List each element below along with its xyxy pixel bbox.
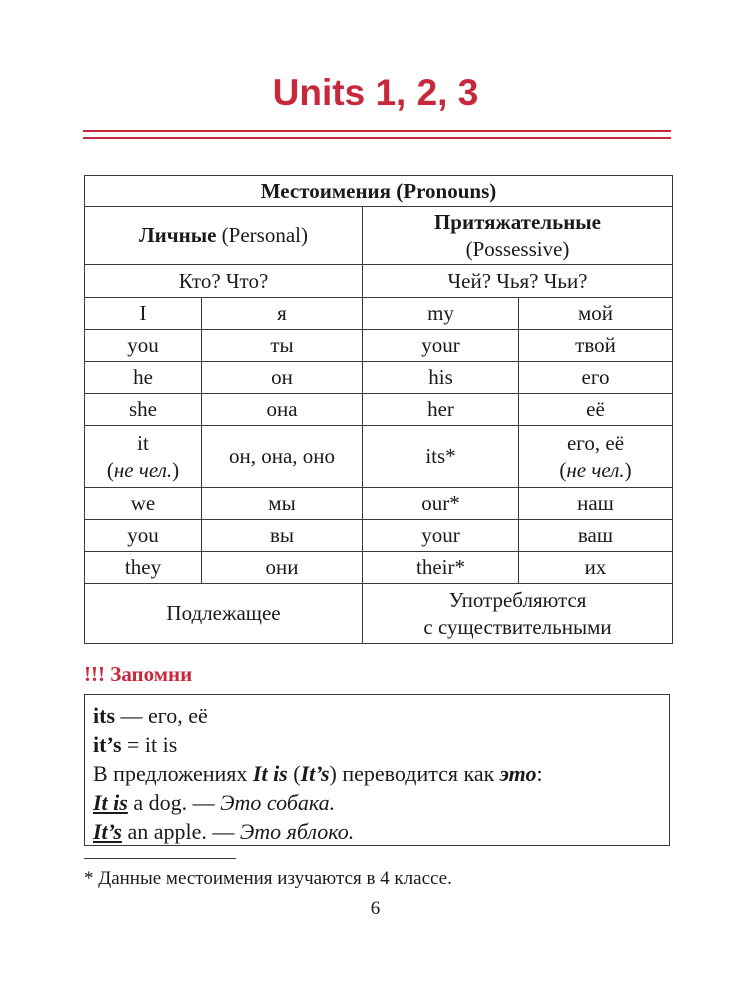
personal-ru: ты [202, 330, 363, 362]
possessive-ru: твой [519, 330, 673, 362]
possessive-en: my [363, 298, 519, 330]
personal-header [85, 207, 363, 265]
personal-header-ru: Личные [139, 223, 217, 248]
personal-en: you [85, 330, 202, 362]
remember-line-5: It’s an apple. — Это яблоко. [93, 819, 355, 844]
possessive-ru: наш [519, 488, 673, 520]
possessive-header-en: (Possessive) [465, 236, 570, 261]
table-row [85, 488, 673, 520]
remember-box [84, 694, 670, 846]
table-row [85, 298, 673, 330]
personal-en: she [85, 394, 202, 426]
table-row [85, 426, 673, 488]
table-row [85, 330, 673, 362]
personal-ru: мы [202, 488, 363, 520]
pronouns-table [84, 175, 673, 644]
remember-heading: !!! Запомни [84, 662, 193, 686]
possessive-header [363, 207, 673, 265]
table-caption: Местоимения (Pronouns) [85, 176, 673, 207]
possessive-ru: её [519, 394, 673, 426]
title-rule-top [83, 130, 671, 132]
table-row [85, 362, 673, 394]
footnote: * Данные местоимения изучаются в 4 классе. [84, 868, 452, 889]
possessive-ru-note: (не чел.) [559, 457, 632, 482]
remember-line-1: its — его, её [93, 703, 208, 728]
possessive-ru: его [519, 362, 673, 394]
remember-line-3: В предложениях It is (It’s) переводится как это: [93, 761, 543, 786]
personal-ru: он, она, оно [202, 426, 363, 488]
footer-possessive-line1: Употребляются [448, 588, 587, 613]
possessive-ru: их [519, 552, 673, 584]
possessive-ru [519, 426, 673, 488]
personal-en-note: (не чел.) [106, 457, 180, 482]
page-number: 6 [370, 898, 381, 919]
personal-en: they [85, 552, 202, 584]
personal-en: I [85, 298, 202, 330]
table-row [85, 520, 673, 552]
personal-ru: я [202, 298, 363, 330]
possessive-en: your [363, 520, 519, 552]
personal-en: he [85, 362, 202, 394]
footnote-rule [84, 858, 236, 859]
remember-line-2: it’s = it is [93, 732, 178, 757]
possessive-ru: мой [519, 298, 673, 330]
personal-header-en: (Personal) [221, 223, 308, 248]
footer-possessive [363, 584, 673, 644]
personal-en: we [85, 488, 202, 520]
footer-possessive-line2: с существительными [423, 614, 612, 639]
table-row [85, 552, 673, 584]
possessive-question: Чей? Чья? Чьи? [363, 265, 673, 298]
table-row [85, 394, 673, 426]
personal-ru: вы [202, 520, 363, 552]
personal-en [85, 426, 202, 488]
page-title: Units 1, 2, 3 [272, 72, 479, 113]
personal-en-word: it [137, 431, 149, 456]
personal-ru: она [202, 394, 363, 426]
personal-ru: он [202, 362, 363, 394]
possessive-en: their* [363, 552, 519, 584]
possessive-en: his [363, 362, 519, 394]
possessive-en: our* [363, 488, 519, 520]
footer-personal: Подлежащее [85, 584, 363, 644]
possessive-header-ru: Притяжательные [433, 210, 602, 235]
possessive-ru-word: его, её [566, 431, 625, 456]
possessive-en: your [363, 330, 519, 362]
possessive-en: her [363, 394, 519, 426]
title-rule-bottom [83, 137, 671, 139]
personal-ru: они [202, 552, 363, 584]
personal-en: you [85, 520, 202, 552]
possessive-ru: ваш [519, 520, 673, 552]
possessive-en: its* [363, 426, 519, 488]
personal-question: Кто? Что? [85, 265, 363, 298]
remember-line-4: It is a dog. — Это собака. [93, 790, 336, 815]
